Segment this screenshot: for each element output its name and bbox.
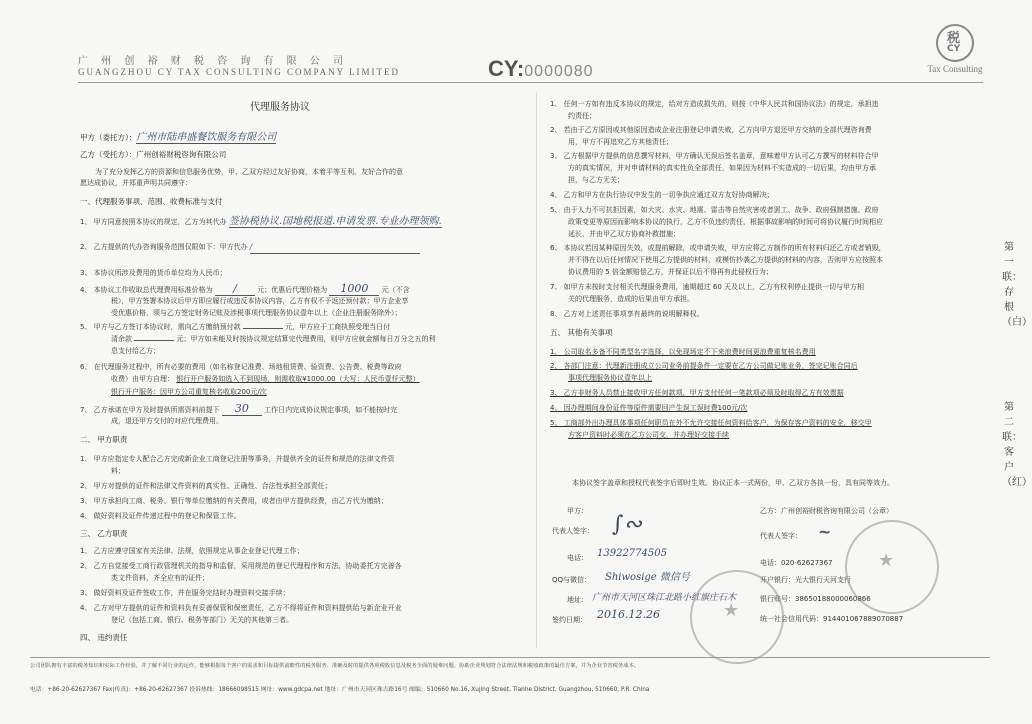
date-label: 签约日期： [552,616,587,624]
clause-1-1-handwriting: 签协税协议.国地税报道.申请发票.专业办理领购. [228,216,442,227]
other-5-line-2: 方客户资料时必须在乙方公司交，并办理好交接手续 [568,431,729,439]
clause-1-5-blank [243,328,283,329]
clause-1-4-price: / [215,283,255,296]
other-2: 2、 各部门注意：代理新注册成立公司业务前提条件一定要在乙方公司做记账业务，签完记账合同后 [550,362,858,370]
company-logo [925,24,985,80]
clause-1-5-text-b: 元，甲方应于工商执照受理当日付 [285,323,391,331]
footer-description: 公司团队拥有丰富的税务知识和实际工作经验，并了解不同行业的运作，能够根据每个客户的需求和目标提供前瞻性的税务服务、准确及时的提供各项税收信息及税务全面的疑难问题、协助企业规划符合法律法规和税收政策的最佳方案，并为企业节省税务成本。 [30,663,640,669]
clause-1-5-text-a: 5、 甲方与乙方签订本协议时，需向乙方缴纳预付款 [80,323,241,331]
clause-3-3: 3、 做好资料及证件签收工作，并在服务完结时办理资料交接手续； [80,589,290,597]
rep-b-label: 代表人签字： [760,532,802,540]
r-clause-6: 6、 本协议若因某种原因失效，或提前解除，或申请失败，甲方应将乙方制作的所有材料归还乙方或者销毁， [550,244,886,252]
clause-2-1: 1、 甲方应指定专人配合乙方完成新企业工商登记注册等事务，并提供齐全的证件和规范的法律文件资 [80,455,395,463]
clause-1-4-line-2: 税），甲方签署本协议后甲方即应履行或违反本协议内容，乙方有权不予返还预付款；甲方企业享 [111,297,409,305]
document-title: 代理服务协议 [250,102,310,113]
r-clause-2: 2、 若由于乙方原因或其他原因造成企业注册登记申请失败，乙方向甲方退还甲方交纳的全部代理咨询费 [550,126,872,134]
serial-number [488,56,594,82]
r-clause-5-line-3: 延长，并由甲乙双方协商补救措施； [568,230,680,238]
clause-1-3: 3、 本协议所涉及费用的货币单位均为人民币； [80,269,227,277]
clause-1-2-text: 2、 乙方提供的代办咨询服务范围仅限如下：甲方代办 [80,243,248,251]
other-3: 3、 乙方非财务人员禁止接收甲方任何款项，甲方支付任何一笔款项必须及时取得乙方有效票据 [550,389,844,397]
clause-1-5-line-3: 息支付给乙方； [111,347,160,355]
intro-line-1: 为了充分发挥乙方的资源和信息服务优势，甲、乙双方经过友好协商，本着平等互利、友好合作的意 [95,168,403,176]
serial-prefix: CY: [488,56,525,81]
r-clause-3-line-2: 方的真实情况，并对申请材料的真实性负全部责任，如果因为材料不实造成的一切后果，均由甲方承 [568,164,876,172]
clause-1-5-blank-2 [134,340,174,341]
clause-3-4-line-2: 登记（包括工商、银行、税务等部门）无关的其他第三者。 [111,616,293,624]
clause-2-1-line-2: 料； [111,467,125,475]
clause-3-2: 2、 乙方自觉接受工商行政管理机关的指导和监督，采用规范的登记代理程序和方法，协助委托方完善各 [80,562,402,570]
copy-label-2: 第二联：客户（红） [1002,402,1032,488]
clause-1-7-line-2: 成，退还甲方交付的对应代理费用。 [111,417,223,425]
sign-party-b: 乙方：广州创裕财税咨询有限公司（公章） [760,507,893,515]
copy-label-1: 第一联：存根（白） [1002,242,1032,328]
party-b-row [80,149,226,161]
r-clause-1: 1、 任何一方如有违反本协议的规定，给对方造成损失的，则按《中华人民共和国协议法》的规定，承担违 [550,100,879,108]
rep-a-label: 代表人签字： [552,527,594,535]
credit-code: 统一社会信用代码：914401067889070887 [760,615,904,623]
r-clause-1-line-2: 约责任； [568,112,596,120]
account-b: 银行账号：38650188000060866 [760,595,871,603]
clause-3-4: 4、 乙方对甲方提供的证件和资料负有妥善保管和保密责任，乙方不得将证件和资料提供给与新企业开业 [80,604,402,612]
clause-1-4-text-b: 元；优惠后代理价格为 [257,286,328,294]
party-a-row [80,132,276,144]
clause-1-6-text-b: 收费）由甲方自理： [111,375,174,383]
r-clause-4: 4、 乙方和甲方在执行协议中发生的一切争执应通过双方友好协商解决； [550,191,774,199]
intro-line-2: 愿达成协议，并郑重声明共同遵守： [80,179,192,187]
party-b-value: 广州创裕财税咨询有限公司 [136,150,227,159]
seal-star-icon: ★ [723,600,740,621]
rep-b-signature: ~ [818,522,832,541]
section-1-title: 一、代理服务事项、范围、收费标准与支付 [80,197,223,206]
other-1: 1、 公司取名多备不同类型名字选择，以免现场定不下来浪费时间更浪费重复核名费用 [550,348,816,356]
clause-1-5-line-2 [111,333,435,345]
r-clause-3: 3、 乙方根据甲方提供的信息撰写材料，甲方确认无误后签名盖章，意味着甲方认可乙方撰写的材料符合甲 [550,152,879,160]
other-5: 5、 工商部外出办理具体事项任何职员在外不允许交接任何资料给客户，为保存客户资料的安全，移交甲 [550,419,872,427]
phone-a-label: 电话： [567,554,588,562]
r-clause-8: 8、 乙方对上述责任事项享有最终的说明解释权。 [550,310,704,318]
clause-3-1: 1、 乙方应遵守国家有关法律、法规，依照规定从事企业登记代理工作； [80,547,304,555]
r-clause-5: 5、 由于人力不可抗拒因素，如大灾、水灾、地震、雷击等自然灾害或者罢工、战争、政府强制措施、政府 [550,206,879,214]
footer-contact: 电话：+86-20-62627367 Fax(传真)：+86-20-62627367 投诉热线：18666098515 网址：www.gdcpa.net 地址：广州市天河区珠吉路16号 邮编：510660 No.16, Xujing Street, Tianhe District, Guangzhou, 510660, P.R. China [30,687,650,693]
clause-1-7-days: 30 [222,403,262,416]
clause-1-6: 6、 在代理服务过程中，所有必要的费用（如名称登记准费、场地租赁费、验资费、公告费、税费等政府 [80,363,402,371]
clause-1-6-line-2 [111,373,420,385]
r-clause-5-line-2: 政策变更等原因而影响本协议的执行，乙方不负违约责任，根据事故影响的时间可将协议履行时间相应 [568,218,883,226]
closing-statement: 本协议签字盖章和授权代表签字后即时生效。协议正本一式两份，甲、乙双方各执一份，具有同等效力。 [572,479,894,487]
clause-1-5-text-c: 清余款 [111,335,132,343]
other-4: 4、 因办理期间身份证件等原件需要回产生误工误时费100元/次 [550,404,748,412]
clause-1-2 [80,241,420,254]
column-divider [536,92,537,648]
qq-label: QQ与微信： [552,576,592,584]
clause-1-1 [80,216,442,228]
company-name-en: GUANGZHOU CY TAX CONSULTING COMPANY LIMITED [78,67,401,77]
phone-b: 电话：020-62627367 [760,559,833,567]
address-label: 地址： [567,596,588,604]
logo-cv: CY [947,44,961,54]
clause-1-4-discount: 1000 [329,283,379,296]
r-clause-6-line-2: 并不得在以后任何情况下使用乙方提供的材料，或模仿抄袭乙方提供的材料的内容，否则甲方应按照本 [568,256,883,264]
logo-char: 税 [947,31,961,46]
clause-1-5-text-d: 元；甲方如未能及时按协议规定结算完代理费用，则甲方应就金额每日万分之五的利 [176,335,436,343]
r-clause-6-line-3: 协议费用的 5 倍金额赔偿乙方，并保证以后不得再有此侵权行为； [568,268,773,276]
clause-2-3: 3、 甲方承担向工商、税务、银行等单位缴纳的有关费用，或者由甲方提供经费，由乙方代为缴纳； [80,497,388,505]
company-name-cn: 广 州 创 裕 财 税 咨 询 有 限 公 司 [78,56,348,67]
clause-3-2-line-2: 类文件资料，齐全应有的证件； [111,574,209,582]
logo-icon [936,24,974,62]
clause-1-4-text-c: 元（不含 [381,286,410,294]
clause-1-7-text-b: 工作日内完成协议规定事项，如不能按时完 [264,406,398,414]
qq-value: Shiwosige 微信号 [605,572,690,583]
r-clause-3-line-3: 担，与乙方无关； [568,176,624,184]
sign-party-a: 甲方： [567,507,588,515]
party-a-label: 甲方（委托方）： [80,133,137,142]
party-b-label: 乙方（受托方）： [80,150,137,159]
clause-1-4-text-a: 4、 本协议工作收取总代理费用标准价格为 [80,286,213,294]
bank-b: 开户银行：光大银行天河支行 [760,576,851,584]
footer-divider [30,657,990,658]
address-value: 广州市天河区珠江北路小红旗庄石木 [592,593,737,603]
serial-value: 0000080 [524,63,594,80]
section-3-title: 三、 乙方职责 [80,529,128,538]
phone-a-value: 13922774505 [597,548,667,559]
r-clause-7-line-2: 关的代理服务，造成的后果由甲方承担。 [568,295,694,303]
clause-1-6-bank-fee: 银行开户服务如选入不到现场，则需收取¥1000.00（大写：人民币壹仟元整） [176,375,420,383]
r-clause-2-line-2: 用，甲方不再追究乙方其他责任； [568,138,673,146]
clause-1-4-line-3: 受优惠价格，须与乙方签定财务记账及涉税事项代理服务协议壹年以上（企业注册服务除外）； [111,309,402,317]
logo-text: Tax Consulting [927,64,983,74]
section-2-title: 二、 甲方职责 [80,435,128,444]
clause-2-4: 4、 做好资料及证件传递过程中的登记和保管工作。 [80,512,241,520]
r-clause-7: 7、 如甲方未按时支付相关代理服务费用，逾期超过 60 天及以上，乙方有权利停止提供一切与甲方相 [550,283,865,291]
clause-1-1-text: 1、 甲方同意按照本协议的规定，乙方为其代办 [80,218,227,226]
clause-1-5 [80,321,390,333]
clause-1-6-line-3: 银行开户服务：因甲方公司重复核名收取200元/次 [111,388,267,396]
clause-1-2-handwriting: / [250,241,420,254]
date-value: 2016.12.26 [597,608,660,621]
header-divider [78,82,983,83]
section-5-title: 五、 其他有关事项 [550,328,613,337]
section-4-title: 四、 违约责任 [80,633,128,642]
rep-a-signature: ∫∾ [612,512,642,537]
clause-1-7-text-a: 7、 乙方承诺在甲方及时提供所需资料前提下 [80,406,220,414]
clause-2-2: 2、 甲方对提供的证件和法律文件资料的真实性、正确性、合法性承担全部责任； [80,482,332,490]
party-a-value: 广州市陆串盛餐饮服务有限公司 [136,132,277,143]
other-2-line-2: 事项代理服务协议壹年以上 [568,374,652,382]
seal-star-icon: ★ [878,550,895,571]
